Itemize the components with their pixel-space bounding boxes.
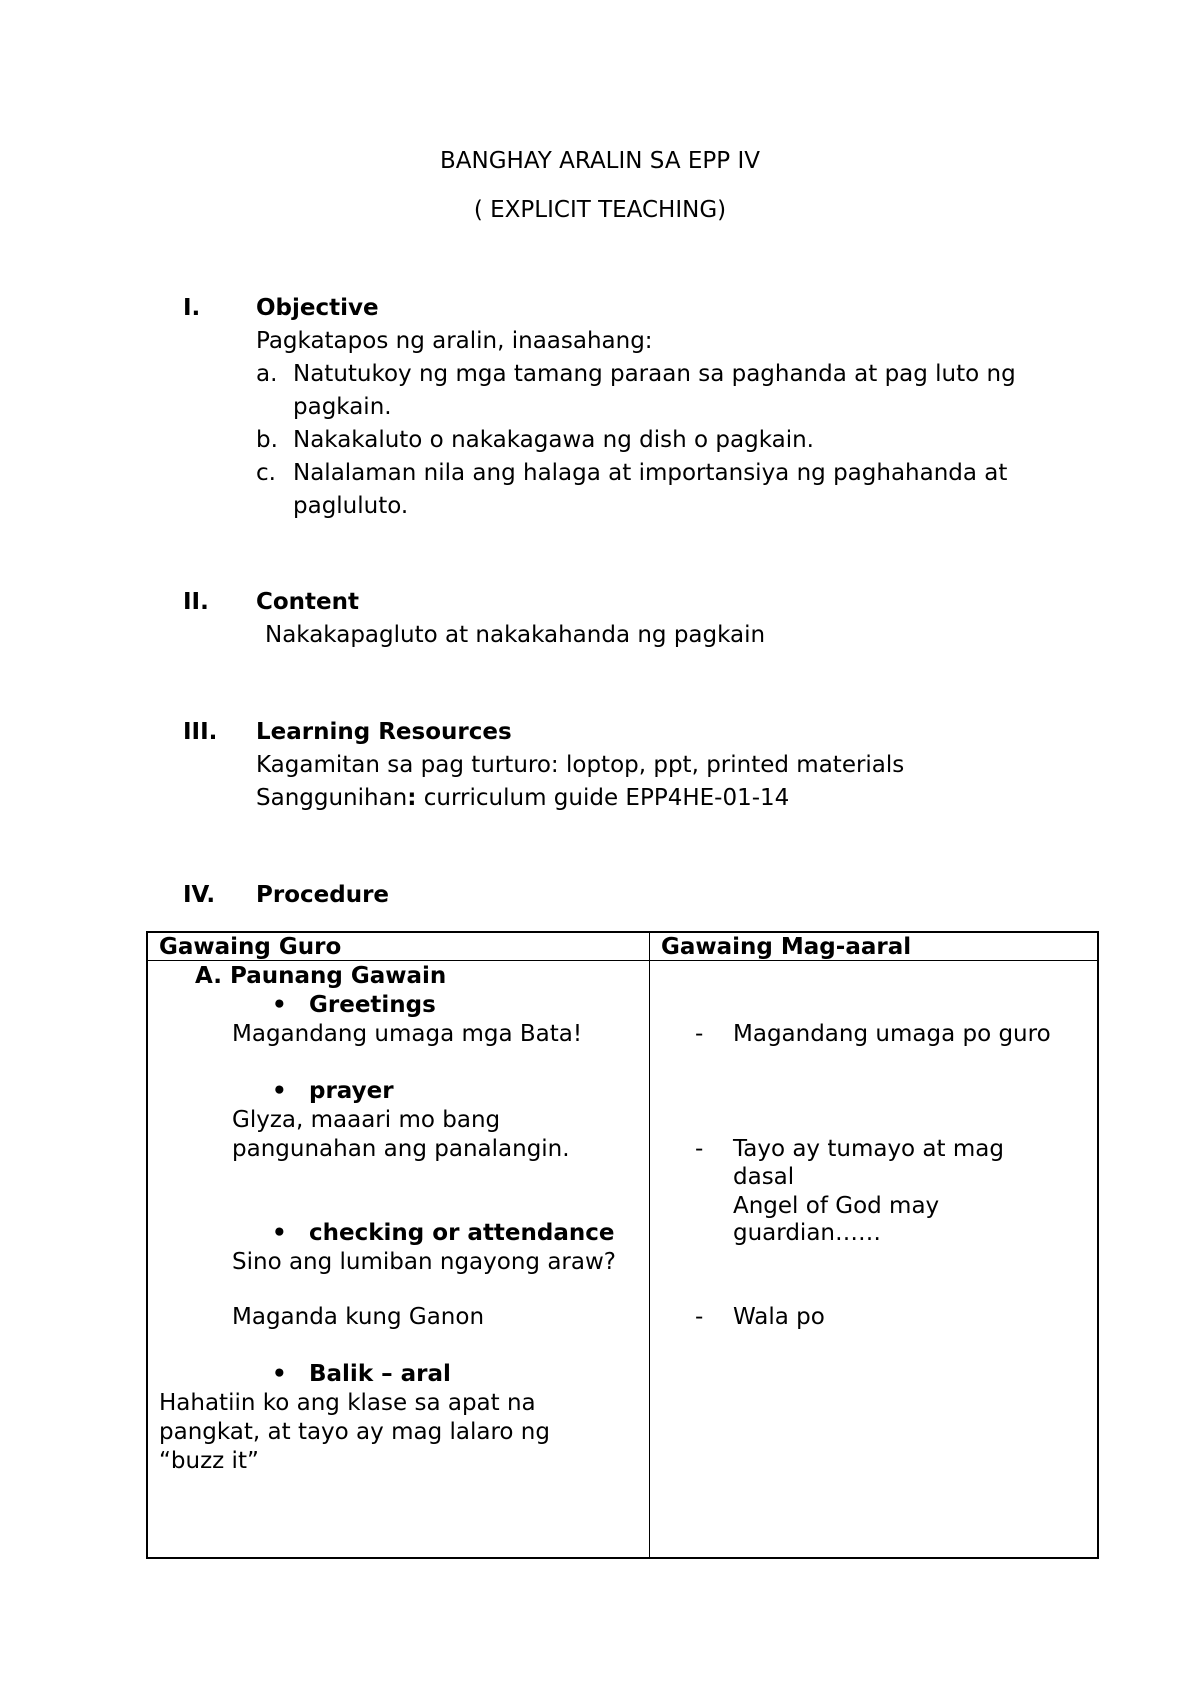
response-dash-1: -: [695, 1021, 704, 1047]
document-subtitle: ( EXPLICIT TEACHING): [473, 197, 727, 223]
response-dash-2: -: [695, 1136, 704, 1162]
section-numeral-content: II.: [183, 589, 209, 615]
objective-item-a-line2: pagkain.: [293, 394, 392, 420]
document-title: BANGHAY ARALIN SA EPP IV: [440, 148, 760, 174]
resources-reference-value: curriculum guide EPP4HE-01-14: [416, 785, 790, 811]
greetings-label: Greetings: [309, 992, 436, 1018]
content-text: Nakakapagluto at nakakahanda ng pagkain: [265, 622, 766, 648]
table-border-left: [146, 931, 148, 1559]
resources-materials: Kagamitan sa pag turturo: loptop, ppt, printed materials: [256, 752, 905, 778]
section-numeral-procedure: IV.: [183, 882, 216, 908]
table-border-bottom: [146, 1557, 1099, 1559]
response-attendance: Wala po: [733, 1304, 825, 1330]
table-border-top: [146, 931, 1099, 933]
bullet-balik-aral: •: [272, 1361, 287, 1387]
balik-aral-line1: Hahatiin ko ang klase sa apat na: [159, 1390, 536, 1416]
objective-item-c-letter: c.: [256, 460, 276, 486]
table-subheading: A. Paunang Gawain: [195, 963, 447, 989]
table-header-student: Gawaing Mag-aaral: [661, 934, 912, 960]
attendance-followup: Maganda kung Ganon: [232, 1304, 485, 1330]
resources-reference-colon: :: [407, 785, 417, 811]
prayer-line2: pangunahan ang panalangin.: [232, 1136, 570, 1162]
objective-item-a-letter: a.: [256, 361, 278, 387]
section-heading-objective: Objective: [256, 295, 379, 321]
objective-intro: Pagkatapos ng aralin, inaasahang:: [256, 328, 653, 354]
response-prayer-line2: dasal: [733, 1164, 795, 1190]
bullet-prayer: •: [272, 1078, 287, 1104]
resources-reference: [256, 787, 789, 810]
objective-item-c-line1: Nalalaman nila ang halaga at importansiya ng paghahanda at: [293, 460, 1008, 486]
section-numeral-resources: III.: [183, 719, 218, 745]
section-heading-resources: Learning Resources: [256, 719, 512, 745]
table-header-teacher: Gawaing Guro: [159, 934, 342, 960]
response-dash-3: -: [695, 1304, 704, 1330]
section-heading-procedure: Procedure: [256, 882, 390, 908]
bullet-greetings: •: [272, 992, 287, 1018]
objective-item-a-line1: Natutukoy ng mga tamang paraan sa paghanda at pag luto ng: [293, 361, 1016, 387]
resources-reference-label: Sanggunihan: [256, 785, 408, 811]
prayer-label: prayer: [309, 1078, 394, 1104]
balik-aral-label: Balik – aral: [309, 1361, 451, 1387]
objective-item-b-letter: b.: [256, 427, 278, 453]
attendance-label: checking or attendance: [309, 1220, 615, 1246]
greetings-text: Magandang umaga mga Bata!: [232, 1021, 583, 1047]
section-numeral-objective: I.: [183, 295, 201, 321]
response-prayer-line3: Angel of God may: [733, 1193, 940, 1219]
bullet-attendance: •: [272, 1220, 287, 1246]
table-header-divider: [146, 960, 1099, 961]
balik-aral-line2: pangkat, at tayo ay mag lalaro ng: [159, 1419, 550, 1445]
response-prayer-line1: Tayo ay tumayo at mag: [733, 1136, 1004, 1162]
prayer-line1: Glyza, maaari mo bang: [232, 1107, 501, 1133]
objective-item-b-line1: Nakakaluto o nakakagawa ng dish o pagkain.: [293, 427, 814, 453]
table-border-right: [1097, 931, 1099, 1559]
attendance-question: Sino ang lumiban ngayong araw?: [232, 1249, 616, 1275]
section-heading-content: Content: [256, 589, 360, 615]
objective-item-c-line2: pagluluto.: [293, 493, 409, 519]
response-greeting: Magandang umaga po guro: [733, 1021, 1051, 1047]
table-column-divider: [649, 931, 650, 1559]
balik-aral-line3: “buzz it”: [159, 1448, 259, 1474]
response-prayer-line4: guardian……: [733, 1220, 881, 1246]
